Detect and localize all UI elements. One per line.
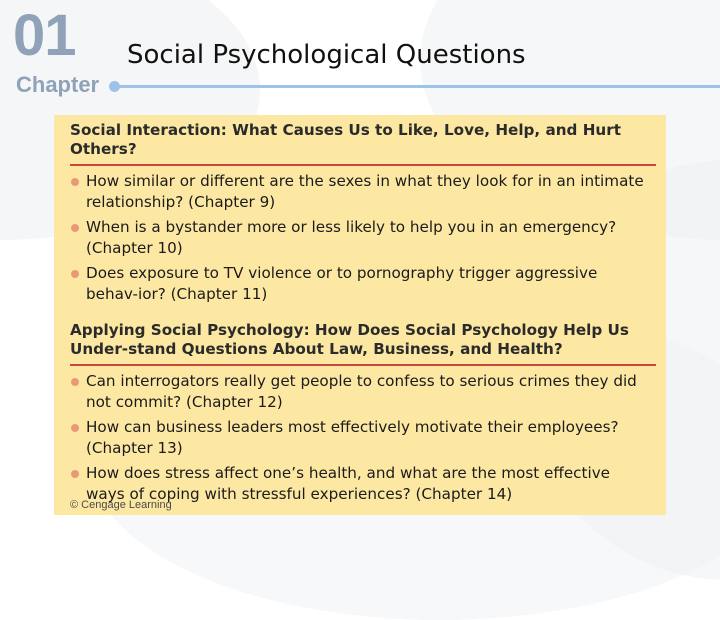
- question-list: [70, 371, 650, 504]
- bullet-icon: [71, 224, 79, 232]
- question-text: Can interrogators really get people to confess to serious crimes they did not commit? (Chapter 12): [86, 372, 637, 411]
- question-text: How does stress affect one’s health, and what are the most effective ways of coping with stressful experiences? (Chapter 14): [86, 464, 611, 503]
- question-text: How similar or different are the sexes in what they look for in an intimate relationship? (Chapter 9): [86, 172, 644, 211]
- bullet-icon: [71, 424, 79, 432]
- list-item: [70, 263, 650, 304]
- list-item: [70, 171, 650, 212]
- section-spacer: [70, 309, 650, 321]
- list-item: [70, 417, 650, 458]
- chapter-label: Chapter: [16, 72, 100, 97]
- section-divider: [70, 164, 656, 166]
- question-text: When is a bystander more or less likely to help you in an emergency? (Chapter 10): [86, 218, 617, 257]
- copyright-notice: © Cengage Learning: [70, 499, 172, 511]
- section-social-interaction: [70, 121, 650, 304]
- bullet-icon: [71, 178, 79, 186]
- section-heading: Applying Social Psychology: How Does Social Psychology Help Us Under-stand Questions About Law, Business, and Health?: [70, 321, 629, 358]
- questions-panel: [54, 115, 666, 515]
- list-item: [70, 217, 650, 258]
- question-text: Does exposure to TV violence or to pornography trigger aggressive behav-ior? (Chapter 11): [86, 264, 598, 303]
- section-applying-social-psychology: [70, 321, 650, 504]
- title-rule: [116, 85, 720, 88]
- bullet-icon: [71, 270, 79, 278]
- slide-title: Social Psychological Questions: [127, 40, 526, 70]
- question-text: How can business leaders most effectively motivate their employees? (Chapter 13): [86, 418, 619, 457]
- bullet-icon: [71, 378, 79, 386]
- bullet-icon: [71, 470, 79, 478]
- chapter-number: 01: [13, 3, 76, 68]
- section-heading: Social Interaction: What Causes Us to Like, Love, Help, and Hurt Others?: [70, 121, 621, 158]
- question-list: [70, 171, 650, 304]
- list-item: [70, 371, 650, 412]
- section-divider: [70, 364, 656, 366]
